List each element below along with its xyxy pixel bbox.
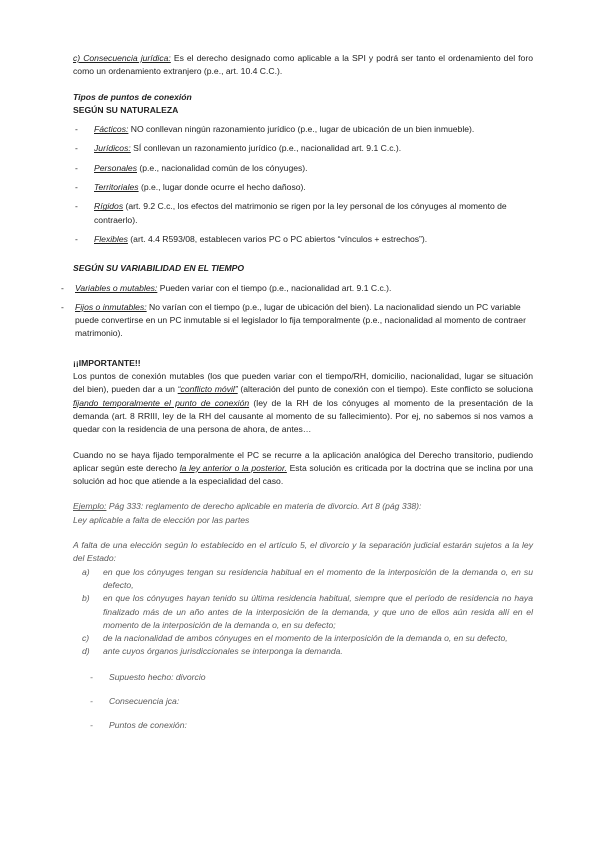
item-text: (art. 4.4 R593/08, establecen varios PC o PC abiertos “vínculos + estrechos”). [127,233,428,244]
document-page [61,52,533,744]
ejemplo-line2: Ley aplicable a falta de elección por las partes [73,514,250,525]
intro-paragraph [73,52,533,79]
item-text: de la nacionalidad de ambos cónyuges en el momento de la interposición de la demanda o, en su defecto, [103,633,508,644]
item-text: Puntos de conexión: [109,720,187,731]
item-text: ante cuyos órganos jurisdiccionales se interponga la demanda. [103,646,343,657]
list-item [73,671,533,684]
item-marker: a) [82,566,90,577]
intro-text: Es el derecho designado como aplicable a la SPI y podrá ser tanto el ordenamiento del foro como un ordenamiento extranjero (p.e., art. 10.4 C.C.). [73,53,533,77]
dash-bullet: - [75,124,78,135]
item-marker: d) [82,646,90,657]
intro-label: c) Consecuencia jurídica: [73,53,171,63]
item-marker: c) [82,633,90,644]
list-item [73,566,533,593]
dash-bullet: - [90,720,93,731]
item-label: Personales [94,162,137,173]
item-text: NO conllevan ningún razonamiento jurídico (p.e., lugar de ubicación de un bien inmueble). [128,124,475,135]
item-text: Pueden variar con el tiempo (p.e., nacionalidad art. 9.1 C.c.). [157,282,392,293]
item-label: Fácticos: [94,124,129,135]
importante-paragraph-2 [73,449,533,489]
ejemplo-label: Ejemplo: [73,501,107,512]
dash-bullet: - [90,671,93,682]
ejemplo-article-list [73,566,533,659]
item-label: Rígidos [94,201,124,212]
text-run: Los puntos de conexión mutables (los que pueden variar con el tiempo/RH, domicilio, nacionalidad, lugar se situación del bien), pueden dar a un [73,371,533,395]
dash-bullet: - [75,233,78,244]
item-text: (p.e., nacionalidad común de los cónyuges). [137,162,308,173]
dash-bullet: - [75,182,78,193]
conflicto-movil-term: “conflicto móvil” [177,384,238,395]
item-label: Fijos o inmutables: [75,301,147,312]
item-label: Jurídicos: [94,143,131,154]
item-text: SÍ conllevan un razonamiento jurídico (p.e., nacionalidad art. 9.1 C.c.). [130,143,402,154]
item-text: Supuesto hecho: divorcio [109,671,206,682]
list-item [73,719,533,732]
ley-anterior-term: la ley anterior o la posterior. [179,462,287,473]
variabilidad-list [61,282,533,341]
tipos-subtitle: SEGÚN SU NATURALEZA [73,104,179,115]
item-text: en que los cónyuges hayan tenido su última residencia habitual, siempre que el período de residencia no haya finalizado más de un año antes de la interposición de la demanda, y que uno de ellos aún resida allí en el momento de la interposición de la demanda o, en su defecto; [103,593,533,630]
text-run: Esta solución es criticada por la doctrina que se inclina por una solución ad hoc que atiende a la especialidad del caso. [73,462,533,487]
list-item [61,282,533,295]
fijando-term: fijando temporalmente el punto de conexión [73,397,250,408]
dash-bullet: - [61,282,64,293]
dash-bullet: - [75,162,78,173]
list-item [73,142,533,155]
text-run: Cuando no se haya fijado temporalmente el PC se recurre a la aplicación analógica del Derecho transitorio, pudiendo aplicar según este derecho [73,449,533,473]
variabilidad-title: SEGÚN SU VARIABILIDAD EN EL TIEMPO [73,263,245,274]
importante-title: ¡¡IMPORTANTE!! [73,357,141,368]
ejemplo-line1: Pág 333: reglamento de derecho aplicable en materia de divorcio. Art 8 (pág 338): [106,501,422,512]
ejemplo-sub-list [73,671,533,733]
list-item [73,695,533,708]
dash-bullet: - [75,143,78,154]
importante-paragraph-1 [73,370,533,436]
list-item [73,632,533,645]
list-item [73,233,533,246]
item-text: Consecuencia jca: [109,695,180,706]
naturaleza-list [73,123,533,246]
dash-bullet: - [61,301,64,312]
item-label: Variables o mutables: [75,282,158,293]
item-text: No varían con el tiempo (p.e., lugar de ubicación del bien). La nacionalidad siendo un PC variable puede convertirse en un PC inmutable si el legislador lo fija temporalmente (p.e., nacionalidad al momento de contraer matrimonio). [75,301,526,339]
list-item [73,181,533,194]
item-marker: b) [82,593,90,604]
dash-bullet: - [75,201,78,212]
list-item [73,162,533,175]
list-item [73,200,533,227]
text-run: (ley de la RH de los cónyuges al momento de la presentación de la demanda (art. 8 RRIII, ley de la RH del causante al momento de su fallecimiento). Por ej, no sabemos si nos vamos a quedar con la residencia de una persona de ahora, de antes… [73,397,533,435]
item-text: (art. 9.2 C.c., los efectos del matrimonio se rigen por la ley personal de los cónyuges al momento de contraerlo). [94,201,507,225]
ejemplo-intro: A falta de una elección según lo establecido en el artículo 5, el divorcio y la separación judicial estarán sujetos a la ley del Estado: [73,540,533,564]
item-text: en que los cónyuges tengan su residencia habitual en el momento de la interposición de la demanda o, en su defecto, [103,566,533,590]
item-label: Territoriales [94,182,139,193]
list-item [73,645,533,658]
list-item [73,592,533,632]
list-item [61,301,533,341]
dash-bullet: - [90,695,93,706]
ejemplo-heading [73,500,533,513]
tipos-title: Tipos de puntos de conexión [73,91,192,102]
list-item [73,123,533,136]
item-label: Flexibles [94,233,128,244]
item-text: (p.e., lugar donde ocurre el hecho dañoso). [138,182,306,193]
text-run: (alteración del punto de conexión con el tiempo). Este conflicto se soluciona [237,384,533,395]
